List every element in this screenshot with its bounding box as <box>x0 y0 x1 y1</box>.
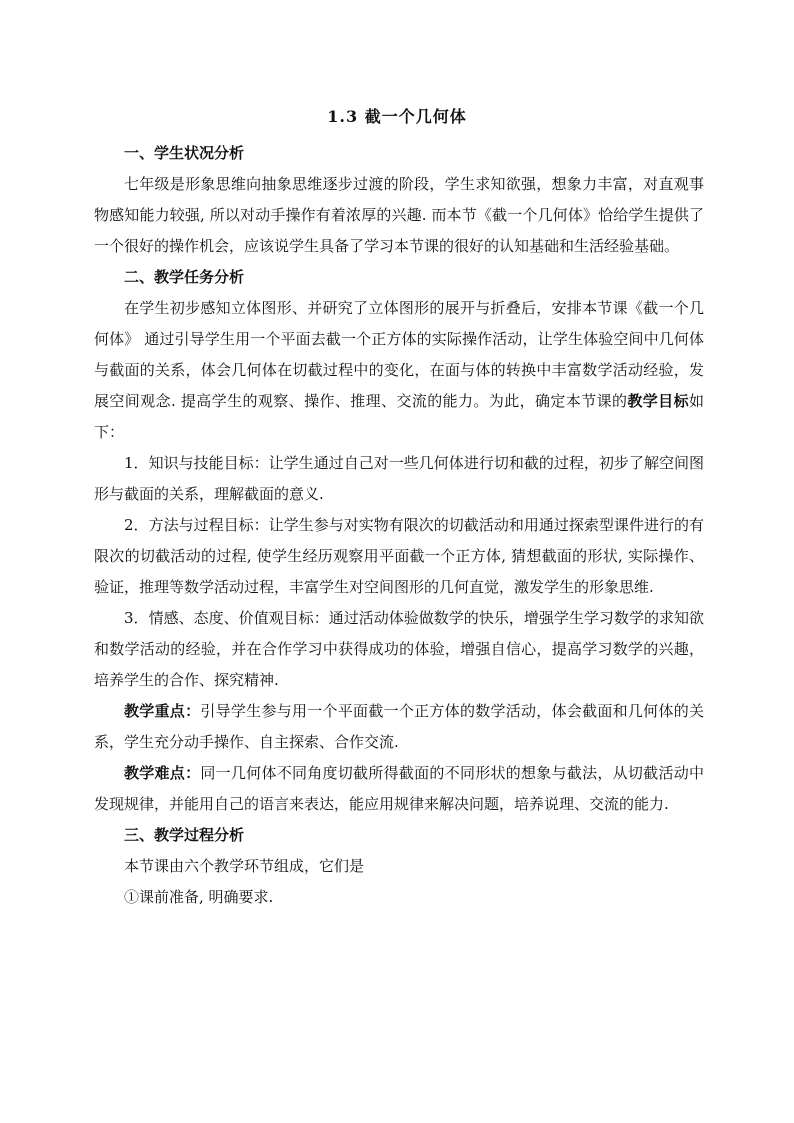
teaching-goals-label: 教学目标 <box>627 392 689 410</box>
student-analysis-paragraph: 七年级是形象思维向抽象思维逐步过渡的阶段，学生求知欲强，想象力丰富，对直观事物感知能力较强, 所以对动手操作有着浓厚的兴趣. 而本节《截一个几何体》恰给学生提供了一个很好的操作机会，应该说学生具备了学习本节课的很好的认知基础和生活经验基础。 <box>94 175 704 255</box>
task-analysis-tail: 如下： <box>94 392 704 441</box>
page-title: 1.3 截一个几何体 <box>327 107 467 126</box>
goal-knowledge-skills: 1．知识与技能目标：让学生通过自己对一些几何体进行切和截的过程，初步了解空间图形与截面的关系，理解截面的意义. <box>94 454 704 503</box>
section-heading-student-analysis: 一、学生状况分析 <box>124 144 245 162</box>
teaching-difficulty-text: 同一几何体不同角度切截所得截面的不同形状的想象与截法，从切截活动中发现规律，并能用自己的语言来表达，能应用规律来解决问题，培养说理、交流的能力. <box>94 764 704 813</box>
section-heading-task-analysis: 二、教学任务分析 <box>124 268 245 286</box>
teaching-key-text: 引导学生参与用一个平面截一个正方体的数学活动，体会截面和几何体的关系，学生充分动手操作、自主探索、合作交流. <box>94 702 704 751</box>
teaching-key-point <box>94 696 704 758</box>
teaching-key-label: 教学重点： <box>124 702 201 720</box>
teaching-difficulty-label: 教学难点： <box>124 764 201 782</box>
task-analysis-paragraph <box>94 293 704 448</box>
process-step-1: ①课前准备, 明确要求. <box>124 888 274 906</box>
goal-emotion-values: 3．情感、态度、价值观目标：通过活动体验做数学的快乐，增强学生学习数学的求知欲和数学活动的经验，并在合作学习中获得成功的体验，增强自信心，提高学习数学的兴趣，培养学生的合作、探究精神. <box>94 609 704 689</box>
process-intro-paragraph: 本节课由六个教学环节组成，它们是 <box>124 857 365 875</box>
task-analysis-text: 在学生初步感知立体图形、并研究了立体图形的展开与折叠后，安排本节课《截一个几何体》 通过引导学生用一个平面去截一个正方体的实际操作活动，让学生体验空间中几何体与截面的关系，体会几何体在切截过程中的变化，在面与体的转换中丰富数学活动经验，发展空间观念. 提高学生的观察、操作、推理、交流的能力。为此，确定本节课的 <box>94 299 704 410</box>
section-heading-process-analysis: 三、教学过程分析 <box>124 826 245 844</box>
teaching-difficulty <box>94 758 704 820</box>
document-body <box>94 138 704 913</box>
goal-method-process: 2．方法与过程目标：让学生参与对实物有限次的切截活动和用通过探索型课件进行的有限次的切截活动的过程, 使学生经历观察用平面截一个正方体, 猜想截面的形状, 实际操作、验证，推理等数学活动过程，丰富学生对空间图形的几何直觉，激发学生的形象思维. <box>94 516 704 596</box>
